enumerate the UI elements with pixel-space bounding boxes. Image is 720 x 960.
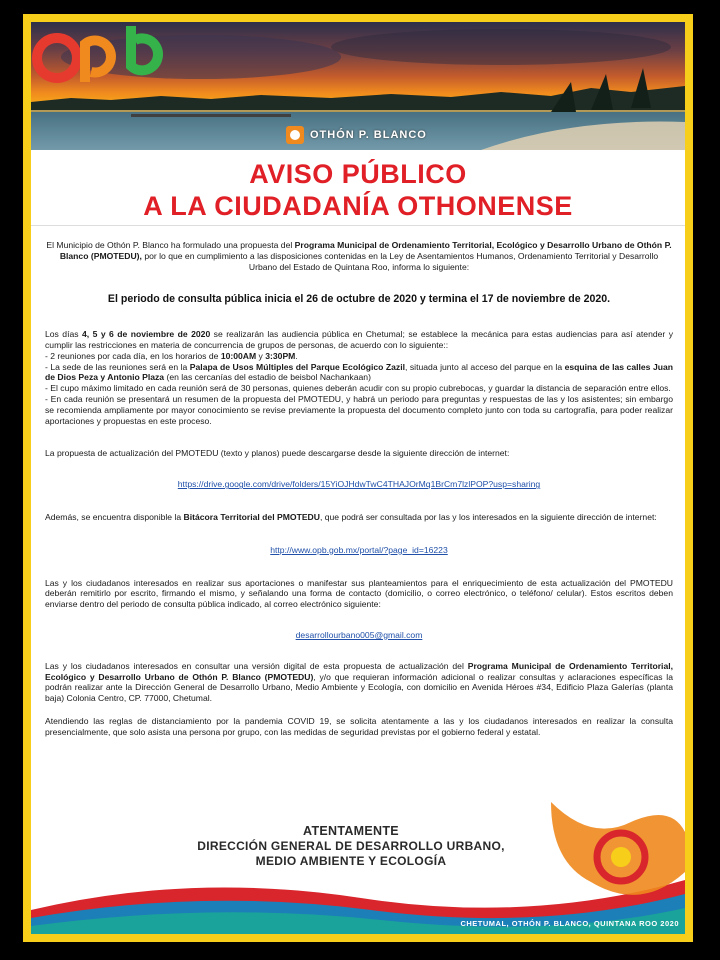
email-link[interactable]: desarrollourbano005@gmail.com [295,629,423,640]
signature-block [181,824,521,869]
footer-location: CHETUMAL, OTHÓN P. BLANCO, QUINTANA ROO 2020 [460,919,679,928]
brand-row [286,125,427,145]
title-line-1: AVISO PÚBLICO [249,159,467,189]
bitacora-text-1: Además, se encuentra disponible la [45,511,184,522]
meetings-item-3: - El cupo máximo limitado en cada reunión será de 30 personas, quienes deberán acudir con su propio cubrebocas, y guardar la distancia de separación entre ellos. [45,383,671,394]
intro-program-name: Programa Municipal de Ordenamiento Territorial, Ecológico y Desarrollo Urbano de Othón P. Blanco (PMOTEDU), [59,240,672,261]
email-link-row [45,630,673,641]
meetings-item-2-end: (en las cercanías del estadio de beisbol Nachankaan) [164,372,371,383]
bitacora-name: Bitácora Territorial del PMOTEDU [183,511,320,522]
consultation-period-headline: El periodo de consulta pública inicia el 26 de octubre de 2020 y termina el 17 de noviembre de 2020. [107,293,611,306]
meetings-item-1-end: . [295,350,298,361]
meetings-dates: 4, 5 y 6 de noviembre de 2020 [81,329,211,340]
opb-logo [31,22,181,86]
meetings-item-2-mid: , situada junto al acceso del parque en la [405,361,565,372]
download-paragraph: La propuesta de actualización del PMOTEDU (texto y planos) puede descargarse desde la siguiente dirección de internet: [45,448,510,459]
drive-link[interactable]: https://drive.google.com/drive/folders/15YiOJHdwTwC4THAJOrMq1BrCm7lzlPOP?usp=sharing [177,479,541,490]
footer [31,802,685,934]
meetings-item-4: - En cada reunión se presentará un resumen de la propuesta del PMOTEDU, y habrá un periodo para preguntas y respuestas de las y los asistentes; sin embargo se recomienda ampliamente por mayor conocimiento se revise previamente la propuesta del documento completo junto con toda su cartografía, para poder realizar aportaciones y propuestas en este proceso. [45,393,673,426]
contributions-paragraph: Las y los ciudadanos interesados en realizar sus aportaciones o manifestar sus planteamientos para el enriquecimiento de esta actualización del PMOTEDU deberán remitirlo por escrito, firmando el mismo, y señalando una forma de contacto (domicilio, o correo electrónico, o teléfono/ celular). Estos escritos deben enviarse dentro del periodo de consulta pública indicado, al correo electrónico siguiente: [45,577,673,610]
digital-paragraph [45,661,673,704]
meetings-item-2-text: - La sede de las reuniones será en la [45,361,190,372]
meetings-paragraph [45,329,673,426]
poster-frame [23,14,693,942]
poster-sheet [31,22,685,934]
title-line-2: A LA CIUDADANÍA OTHONENSE [143,191,573,221]
digital-text-2: , y/o que requieran información adicional o realizar consultas y aclaraciones específicas la podrán realizar ante la Dirección General de Desarrollo Urbano, Medio Ambiente y Ecología, con domicilio en Avenida Héroes #34, Edificio Plaza Galerías (planta baja) Colonia Centro, CP. 77000, Chetumal. [45,671,673,704]
meetings-venue: Palapa de Usos Múltiples del Parque Ecológico Zazil [189,361,405,372]
page-title [31,158,685,222]
signature-line-2: DIRECCIÓN GENERAL DE DESARROLLO URBANO, [197,839,505,853]
bitacora-link-row [45,545,673,556]
download-link-row [45,479,673,490]
signature-line-3: MEDIO AMBIENTE Y ECOLOGÍA [255,854,447,868]
digital-program-name: Programa Municipal de Ordenamiento Territorial, Ecológico y Desarrollo Urbano de Othón P. Blanco (PMOTEDU) [45,660,673,682]
intro-text-1: El Municipio de Othón P. Blanco ha formulado una propuesta del [46,240,295,250]
meetings-time-2: 3:30PM [265,350,296,361]
brand-mark-icon [286,126,304,144]
bitacora-text-2: , que podrá ser consultada por las y los interesados en la siguiente dirección de internet: [319,511,657,522]
meetings-item-1-text: - 2 reuniones por cada día, en los horarios de [45,350,221,361]
meetings-text-2: se realizarán las audiencia pública en Chetumal; se establece la mecánica para estas audiencias para así atender y cumplir las restricciones en materia de concurrencia de grupos de personas, de acuerdo con lo siguiente:: [45,329,674,350]
portal-link[interactable]: http://www.opb.gob.mx/portal/?page_id=16223 [270,544,448,555]
covid-paragraph: Atendiendo las reglas de distanciamiento por la pandemia COVID 19, se solicita atentamente a las y los ciudadanos interesados en realizar la consulta presencialmente, que solo asista una persona por grupo, con las medidas de seguridad previstas por el gobierno federal y estatal. [45,715,673,737]
header-banner [31,22,685,150]
meetings-item-1-and: y [256,350,266,361]
intro-text-2: por lo que en cumplimiento a las disposiciones contenidas en la Ley de Asentamientos Humanos, Ordenamiento Territorial y Desarrollo Urbano del Estado de Quintana Roo, informa lo siguiente: [141,250,659,272]
meetings-corner: esquina de las calles Juan de Dios Peza y Antonio Plaza [45,361,673,383]
intro-paragraph [45,240,673,272]
meetings-time-1: 10:00AM [220,350,257,361]
digital-text-1: Las y los ciudadanos interesados en consultar una versión digital de esta propuesta de actualización del [45,660,468,671]
notice-body [45,236,673,738]
brand-name: OTHÓN P. BLANCO [310,129,427,141]
signature-line-1: ATENTAMENTE [303,824,399,838]
meetings-text-1: Los días [45,329,82,340]
divider [31,225,685,226]
bitacora-paragraph [45,512,673,523]
